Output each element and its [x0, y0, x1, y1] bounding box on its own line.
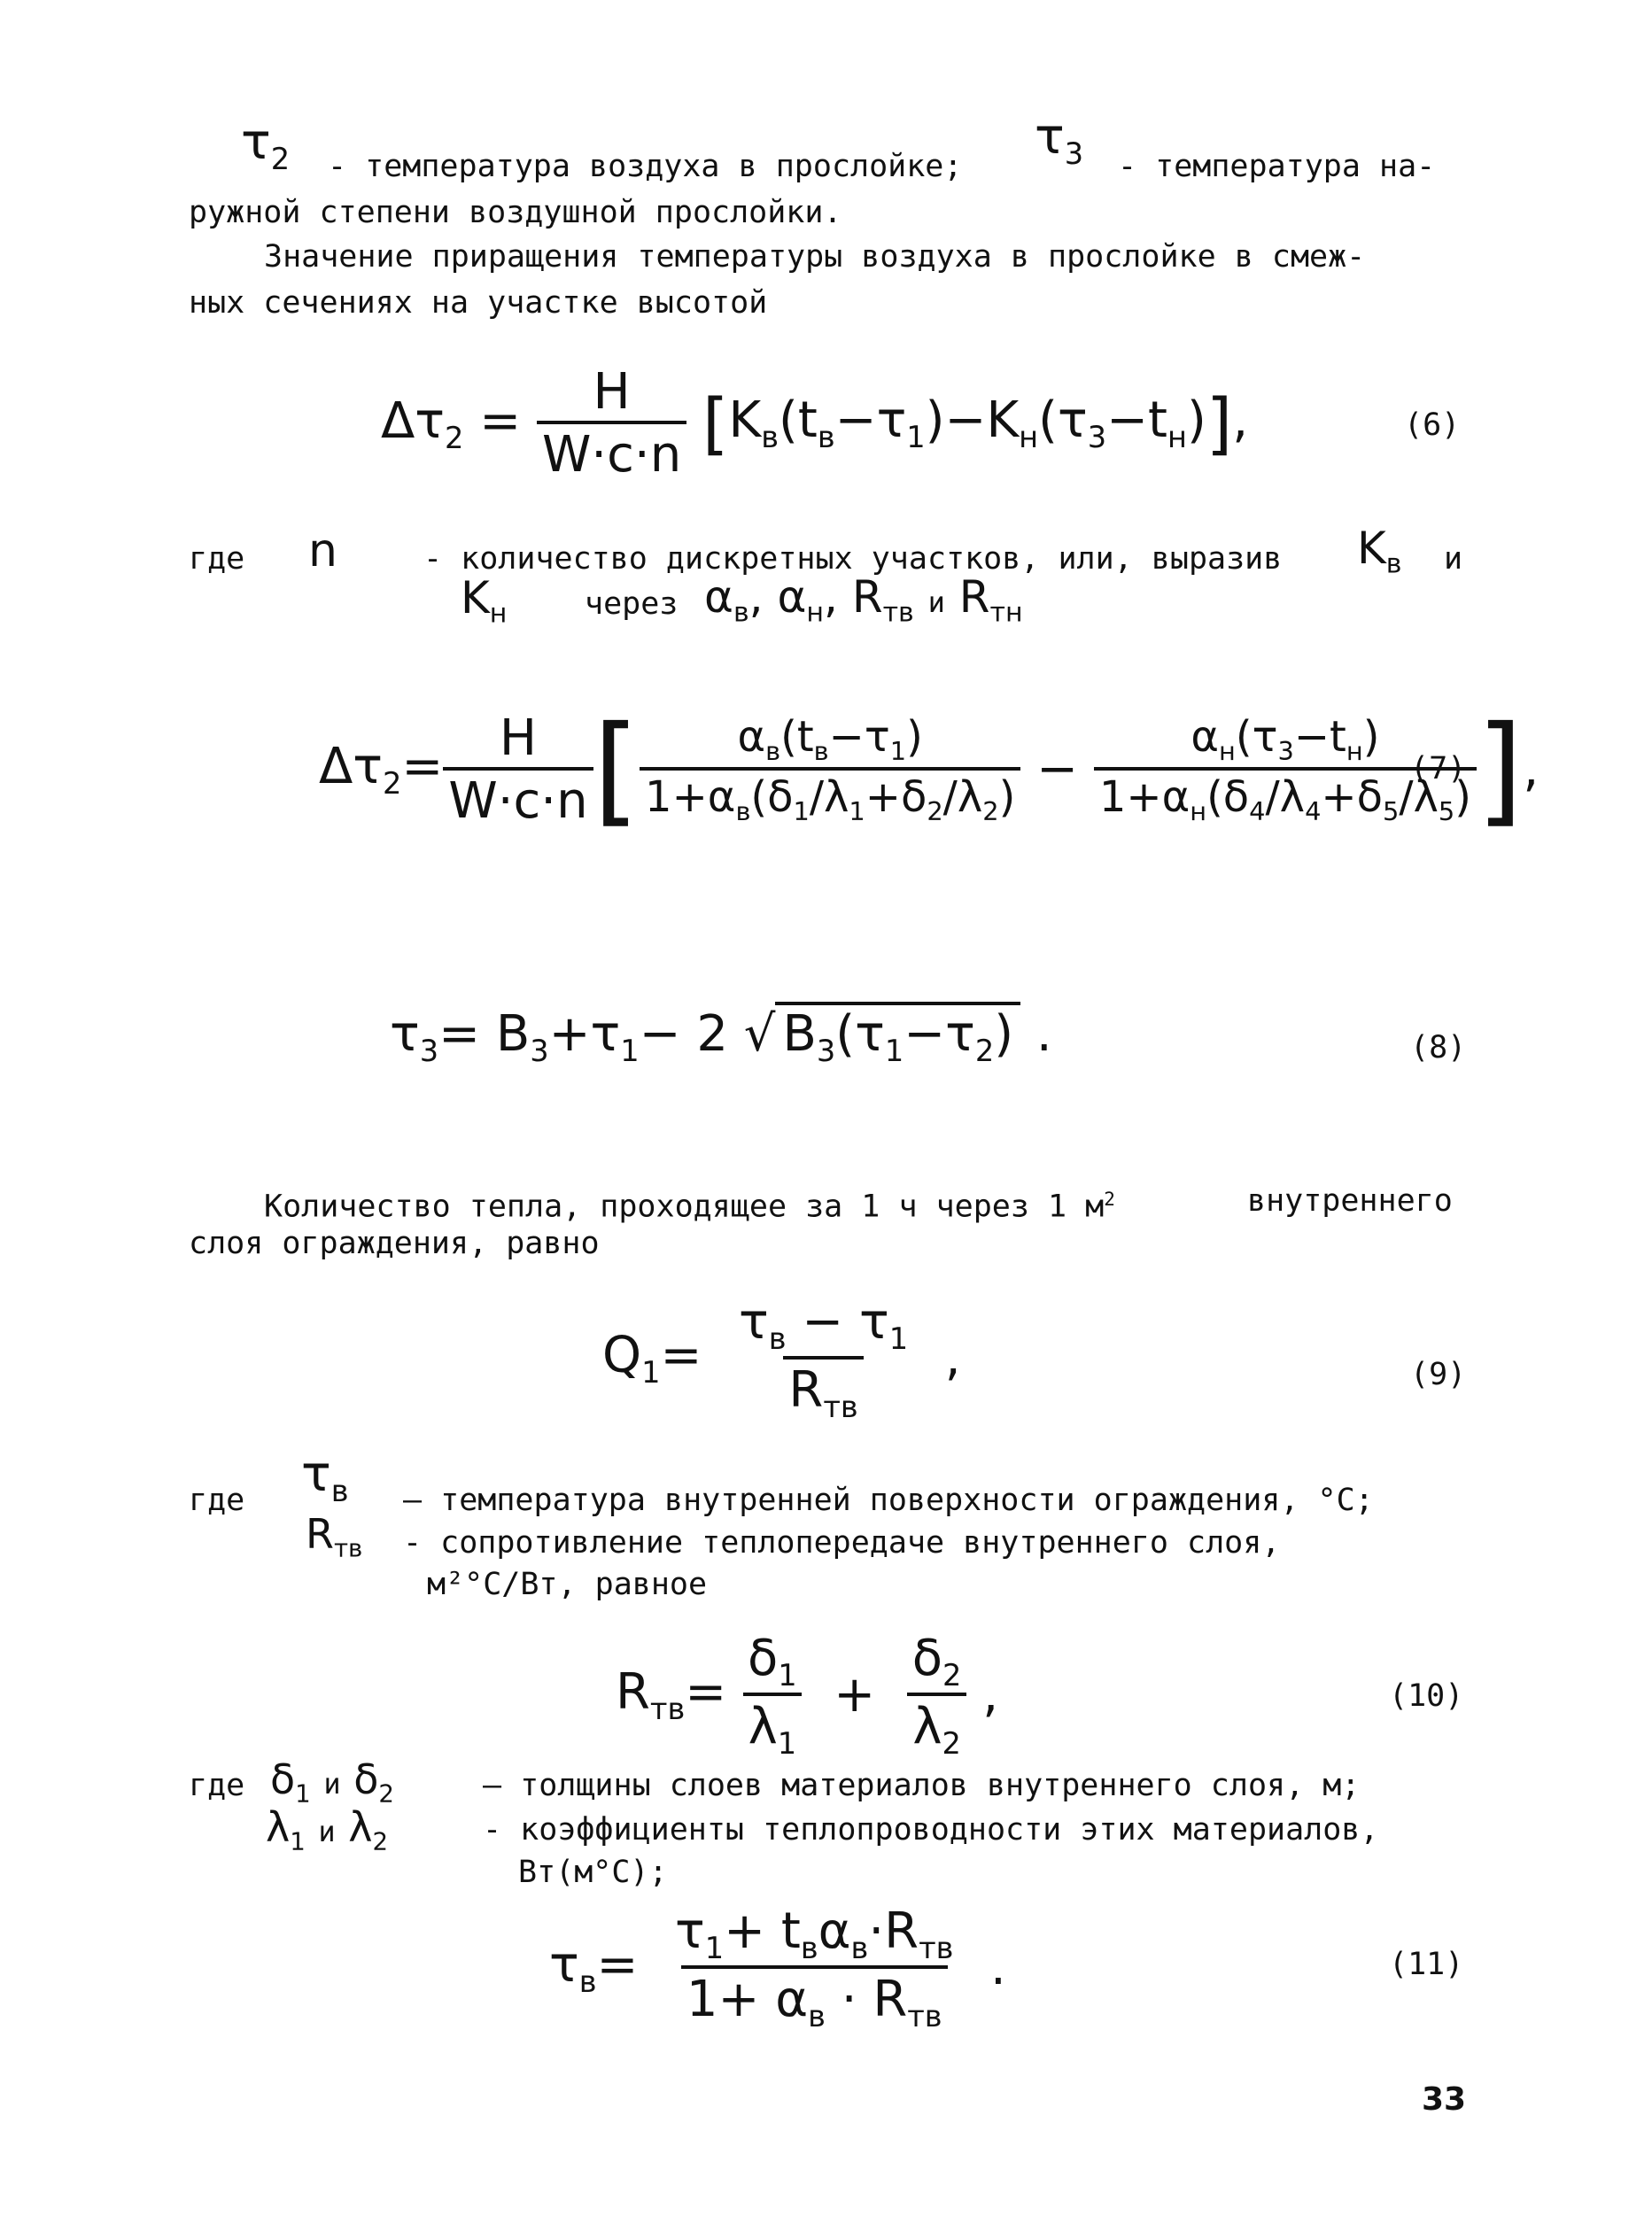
symbol-list: $\alpha_в$, $\alpha_н$, $R_{тв}$ и $R_{тн}$: [704, 571, 1023, 629]
symbol-R-tv: $R_{тв}$: [306, 1510, 363, 1563]
text-line: и: [1444, 541, 1463, 577]
equation-number: (10): [1389, 1678, 1464, 1714]
symbol-Kn: $K_н$: [461, 572, 508, 630]
equation-7: $\Delta\tau_2=$ $\frac{H}{W\cdot c\cdot n}$ [ $\frac{\alpha_в(t_в-\tau_1)}{1+\alpha_в(\delta_1/\lambda_1+\delta_2/\lambda_2)}$ − $\frac{\alpha_н(\tau_3-t_н)}{1+\alpha_н(\delta_4/\lambda_4+\delta_5/\lambda_5)}$ ] ,: [319, 700, 1540, 839]
text-line: где: [189, 1483, 245, 1518]
text-line: – толщины слоев материалов внутреннего слоя, м;: [483, 1768, 1361, 1803]
text-line: слоя ограждения, равно: [189, 1226, 600, 1261]
symbol-n: n: [308, 524, 337, 577]
text-line: Значение приращения температуры воздуха в прослойке в смеж-: [264, 239, 1366, 275]
text-line: ружной степени воздушной прослойки.: [189, 195, 842, 230]
symbol-tau-v: $\tau_в$: [301, 1445, 349, 1508]
text-line: внутреннего: [1247, 1183, 1453, 1219]
text-segment: Количество тепла, проходящее за 1 ч через 1 м: [264, 1189, 1105, 1225]
text-line: - количество дискретных участков, или, выразив: [423, 541, 1283, 577]
equation-number: (11): [1389, 1947, 1464, 1982]
text-line: - коэффициенты теплопроводности этих материалов,: [483, 1812, 1379, 1848]
text-line: где: [189, 1768, 245, 1803]
text-line: где: [189, 541, 245, 577]
text-line: - сопротивление теплопередаче внутреннего слоя,: [403, 1525, 1281, 1561]
symbol-tau2: $\tau_2$: [241, 113, 291, 176]
text-line: ных сечениях на участке высотой: [189, 285, 768, 321]
superscript: 2: [1104, 1189, 1115, 1210]
text-line: - температура на-: [1118, 149, 1436, 184]
symbol-tau3: $\tau_3$: [1035, 108, 1084, 171]
text-segment: °C;: [1317, 1483, 1374, 1518]
text-line: м²°С/Вт, равное: [427, 1567, 708, 1602]
equation-number: (8): [1410, 1030, 1467, 1065]
text-line: через: [585, 586, 679, 622]
equation-number: (6): [1404, 407, 1461, 443]
symbol-lambda: $\lambda_1$ и $\lambda_2$: [266, 1803, 389, 1856]
equation-6: $\Delta\tau_2$ = $\frac{H}{W\cdot c\cdot n}$ $[K_в(t_в-\tau_1)-K_н(\tau_3-t_н)]$,: [381, 363, 1249, 484]
equation-10: $R_{тв}=$ $\frac{\delta_1}{\lambda_1}$ + $\frac{\delta_2}{\lambda_2}$ ,: [616, 1630, 999, 1761]
text-line: - температура воздуха в прослойке;: [328, 149, 963, 184]
equation-11: $\tau_в=$ $\frac{\tau_1+ t_в\alpha_в\cdot R_{тв}}{1+ \alpha_в \cdot R_{тв}}$ .: [549, 1902, 1006, 2034]
text-segment: – температура внутренней поверхности ограждения,: [403, 1483, 1299, 1518]
text-line: [403, 1477, 1374, 1523]
text-line: Вт(м°С);: [518, 1855, 668, 1890]
equation-number: (9): [1410, 1357, 1467, 1392]
symbol-Kv: $K_в$: [1357, 523, 1402, 580]
page-number: 33: [1422, 2081, 1467, 2118]
symbol-delta: $\delta_1$ и $\delta_2$: [270, 1755, 394, 1809]
equation-8: $\tau_3= B_3+\tau_1- 2$ √ $B_3(\tau_1-\tau_2)$ .: [390, 1005, 1052, 1068]
equation-number: (7): [1410, 751, 1467, 786]
equation-9: $Q_1=$ $\frac{\tau_в - \tau_1}{R_{тв}}$ ,: [602, 1293, 961, 1424]
